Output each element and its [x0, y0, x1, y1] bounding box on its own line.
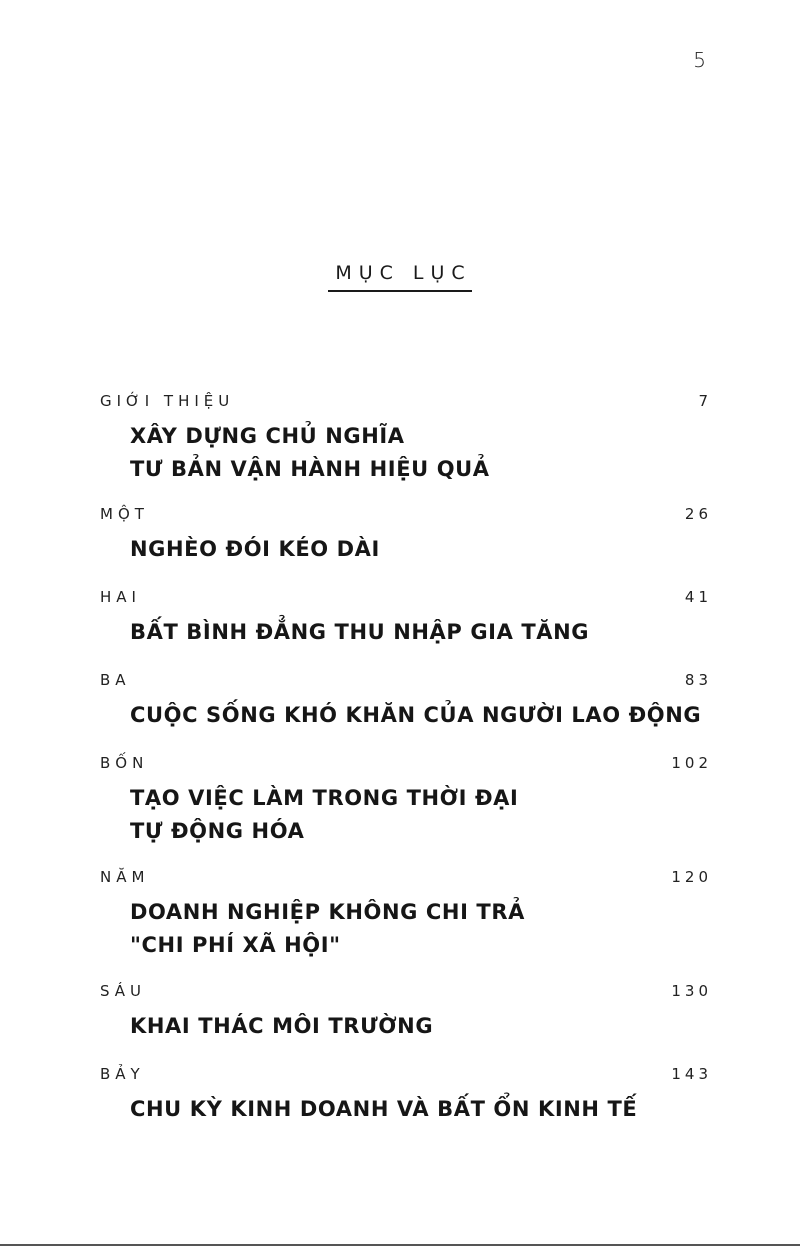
- chapter-title-line: DOANH NGHIỆP KHÔNG CHI TRẢ: [130, 900, 525, 924]
- page-number: 5: [693, 48, 706, 72]
- toc-entry-chapter-7[interactable]: [100, 1065, 712, 1126]
- chapter-title: [130, 896, 708, 962]
- chapter-title-line: TẠO VIỆC LÀM TRONG THỜI ĐẠI: [130, 786, 519, 810]
- toc-entry-chapter-1[interactable]: [100, 505, 712, 566]
- chapter-page-number: 7: [698, 392, 712, 410]
- chapter-title: [130, 533, 708, 566]
- chapter-label: BA: [100, 671, 131, 689]
- chapter-label: MỘT: [100, 505, 149, 523]
- toc-heading: [0, 262, 800, 292]
- chapter-title-line: TỰ ĐỘNG HÓA: [130, 819, 305, 843]
- chapter-page-number: 41: [684, 588, 712, 606]
- toc-entry-chapter-5[interactable]: [100, 868, 712, 962]
- chapter-page-number: 26: [684, 505, 712, 523]
- bottom-edge-divider: [0, 1244, 800, 1246]
- chapter-title-line: CUỘC SỐNG KHÓ KHĂN CỦA NGƯỜI LAO ĐỘNG: [130, 703, 702, 727]
- chapter-title: [130, 616, 708, 649]
- chapter-label: SÁU: [100, 982, 147, 1000]
- chapter-label: GIỚI THIỆU: [100, 392, 235, 410]
- chapter-title-line: KHAI THÁC MÔI TRƯỜNG: [130, 1014, 434, 1038]
- toc-entry-chapter-2[interactable]: [100, 588, 712, 649]
- chapter-title-line: CHU KỲ KINH DOANH VÀ BẤT ỔN KINH TẾ: [130, 1097, 638, 1121]
- chapter-page-number: 83: [684, 671, 712, 689]
- chapter-title-line: NGHÈO ĐÓI KÉO DÀI: [130, 537, 380, 561]
- chapter-title-line: TƯ BẢN VẬN HÀNH HIỆU QUẢ: [130, 457, 490, 481]
- chapter-page-number: 143: [671, 1065, 712, 1083]
- chapter-page-number: 120: [671, 868, 712, 886]
- chapter-title: [130, 782, 708, 848]
- chapter-title-line: "CHI PHÍ XÃ HỘI": [130, 933, 341, 957]
- chapter-title: [130, 699, 708, 732]
- chapter-label: BỐN: [100, 754, 149, 772]
- chapter-title-line: BẤT BÌNH ĐẲNG THU NHẬP GIA TĂNG: [130, 620, 590, 644]
- chapter-label: BẢY: [100, 1065, 145, 1083]
- toc-entry-chapter-6[interactable]: [100, 982, 712, 1043]
- chapter-title: [130, 420, 708, 486]
- chapter-label: HAI: [100, 588, 141, 606]
- toc-entry-chapter-3[interactable]: [100, 671, 712, 732]
- chapter-title: [130, 1010, 708, 1043]
- chapter-title-line: XÂY DỰNG CHỦ NGHĨA: [130, 424, 405, 448]
- chapter-page-number: 130: [671, 982, 712, 1000]
- chapter-page-number: 102: [671, 754, 712, 772]
- chapter-label: NĂM: [100, 868, 150, 886]
- toc-entry-introduction[interactable]: [100, 392, 712, 486]
- chapter-title: [130, 1093, 708, 1126]
- toc-entry-chapter-4[interactable]: [100, 754, 712, 848]
- toc-title: MỤC LỤC: [328, 262, 471, 292]
